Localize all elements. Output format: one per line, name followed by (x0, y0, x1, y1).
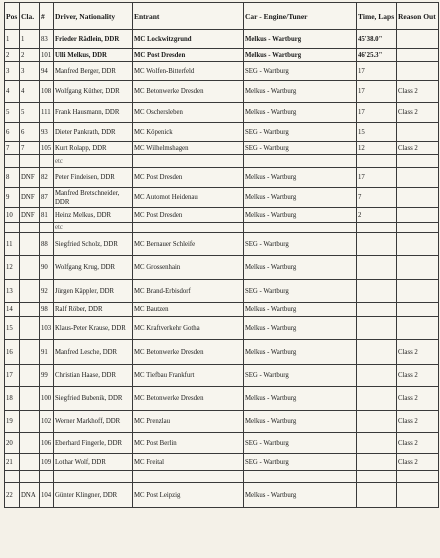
cell-car (244, 471, 357, 483)
cell-number: 92 (40, 280, 54, 303)
cell-pos: 3 (5, 62, 20, 81)
cell-number: 94 (40, 62, 54, 81)
cell-class: 4 (20, 81, 40, 103)
cell-class (20, 233, 40, 256)
cell-pos: 12 (5, 256, 20, 280)
cell-number: 109 (40, 454, 54, 471)
table-row (5, 454, 439, 471)
table-row (5, 188, 439, 208)
cell-time (357, 471, 397, 483)
cell-pos: 20 (5, 433, 20, 454)
cell-driver: etc (54, 155, 133, 168)
cell-number: 100 (40, 387, 54, 411)
cell-car: Melkus - Wartburg (244, 317, 357, 340)
cell-class (20, 256, 40, 280)
cell-number: 105 (40, 142, 54, 155)
table-row (5, 433, 439, 454)
cell-pos (5, 155, 20, 168)
cell-car: Melkus - Wartburg (244, 208, 357, 223)
table-row (5, 411, 439, 433)
cell-car: Melkus - Wartburg (244, 340, 357, 365)
cell-class: DNA (20, 483, 40, 508)
table-row (5, 155, 439, 168)
table-row (5, 142, 439, 155)
cell-driver: Peter Findeisen, DDR (54, 168, 133, 188)
cell-reason (397, 303, 439, 317)
cell-car: Melkus - Wartburg (244, 188, 357, 208)
cell-entrant: MC Lockwitzgrund (133, 30, 244, 49)
cell-entrant: MC Post Dresden (133, 168, 244, 188)
cell-car: SEG - Wartburg (244, 123, 357, 142)
cell-pos: 13 (5, 280, 20, 303)
results-table (4, 2, 439, 508)
cell-driver: etc (54, 223, 133, 233)
table-row (5, 387, 439, 411)
cell-pos: 4 (5, 81, 20, 103)
cell-entrant: MC Tiefbau Frankfurt (133, 365, 244, 387)
col-header-time: Time, Laps (357, 3, 397, 30)
cell-time: 17 (357, 62, 397, 81)
cell-number: 82 (40, 168, 54, 188)
cell-driver: Werner Markhoff, DDR (54, 411, 133, 433)
table-row (5, 365, 439, 387)
cell-time: 2 (357, 208, 397, 223)
cell-driver: Frank Hausmann, DDR (54, 103, 133, 123)
cell-reason: Class 2 (397, 340, 439, 365)
cell-number (40, 471, 54, 483)
cell-time (357, 233, 397, 256)
cell-reason: Class 2 (397, 103, 439, 123)
header-row (5, 3, 439, 30)
cell-time (357, 256, 397, 280)
cell-reason: Class 2 (397, 433, 439, 454)
cell-class (20, 411, 40, 433)
cell-class (20, 223, 40, 233)
col-header-reason: Reason Out (397, 3, 439, 30)
cell-class (20, 303, 40, 317)
cell-class: DNF (20, 188, 40, 208)
cell-driver: Dieter Pankrath, DDR (54, 123, 133, 142)
cell-driver: Wolfgang Krug, DDR (54, 256, 133, 280)
cell-class: 5 (20, 103, 40, 123)
cell-entrant: MC Automot Heidenau (133, 188, 244, 208)
cell-number: 91 (40, 340, 54, 365)
cell-reason (397, 188, 439, 208)
cell-entrant: MC Köpenick (133, 123, 244, 142)
cell-driver: Christian Haase, DDR (54, 365, 133, 387)
cell-class: 3 (20, 62, 40, 81)
table-row (5, 256, 439, 280)
cell-number: 103 (40, 317, 54, 340)
cell-entrant: MC Bernauer Schleife (133, 233, 244, 256)
cell-car: SEG - Wartburg (244, 62, 357, 81)
cell-entrant (133, 223, 244, 233)
cell-class (20, 433, 40, 454)
cell-driver: Eberhard Fingerle, DDR (54, 433, 133, 454)
table-row (5, 62, 439, 81)
cell-pos: 14 (5, 303, 20, 317)
cell-entrant: MC Wilhelmshagen (133, 142, 244, 155)
cell-reason (397, 155, 439, 168)
cell-entrant: MC Post Leipzig (133, 483, 244, 508)
cell-reason: Class 2 (397, 81, 439, 103)
cell-entrant: MC Betonwerke Dresden (133, 340, 244, 365)
cell-reason: Class 2 (397, 365, 439, 387)
cell-driver: Manfred Berger, DDR (54, 62, 133, 81)
table-row (5, 280, 439, 303)
cell-car: Melkus - Wartburg (244, 168, 357, 188)
cell-number: 87 (40, 188, 54, 208)
table-row (5, 123, 439, 142)
cell-number: 108 (40, 81, 54, 103)
cell-entrant: MC Wolfen-Bitterfeld (133, 62, 244, 81)
cell-number: 102 (40, 411, 54, 433)
cell-driver: Manfred Lesche, DDR (54, 340, 133, 365)
cell-time: 17 (357, 81, 397, 103)
cell-driver: Manfred Bretschneider, DDR (54, 188, 133, 208)
cell-car: SEG - Wartburg (244, 280, 357, 303)
cell-time: 17 (357, 103, 397, 123)
cell-number: 104 (40, 483, 54, 508)
cell-car: Melkus - Wartburg (244, 103, 357, 123)
cell-entrant: MC Grossenhain (133, 256, 244, 280)
cell-driver: Siegfried Bubenik, DDR (54, 387, 133, 411)
cell-car: Melkus - Wartburg (244, 256, 357, 280)
cell-reason (397, 49, 439, 62)
cell-car: SEG - Wartburg (244, 433, 357, 454)
cell-driver: Ulli Melkus, DDR (54, 49, 133, 62)
cell-class (20, 454, 40, 471)
cell-reason (397, 256, 439, 280)
cell-car: SEG - Wartburg (244, 454, 357, 471)
cell-car: SEG - Wartburg (244, 142, 357, 155)
cell-pos: 7 (5, 142, 20, 155)
cell-number (40, 223, 54, 233)
cell-driver: Kurt Rolapp, DDR (54, 142, 133, 155)
cell-reason (397, 62, 439, 81)
cell-entrant: MC Kraftverkehr Gotha (133, 317, 244, 340)
cell-time: 12 (357, 142, 397, 155)
table-row (5, 49, 439, 62)
cell-reason (397, 233, 439, 256)
cell-pos: 5 (5, 103, 20, 123)
cell-car: SEG - Wartburg (244, 365, 357, 387)
table-row (5, 81, 439, 103)
cell-driver: Jürgen Käppler, DDR (54, 280, 133, 303)
cell-car: Melkus - Wartburg (244, 81, 357, 103)
table-row (5, 103, 439, 123)
cell-number: 81 (40, 208, 54, 223)
cell-time (357, 411, 397, 433)
cell-pos: 9 (5, 188, 20, 208)
cell-entrant: MC Post Dresden (133, 208, 244, 223)
table-row (5, 483, 439, 508)
cell-number: 111 (40, 103, 54, 123)
cell-class (20, 471, 40, 483)
cell-car: Melkus - Wartburg (244, 30, 357, 49)
cell-reason (397, 123, 439, 142)
cell-reason (397, 280, 439, 303)
cell-number: 93 (40, 123, 54, 142)
cell-entrant: MC Prenzlau (133, 411, 244, 433)
cell-time (357, 433, 397, 454)
cell-pos: 22 (5, 483, 20, 508)
cell-car: Melkus - Wartburg (244, 303, 357, 317)
cell-pos: 15 (5, 317, 20, 340)
cell-reason (397, 471, 439, 483)
cell-car (244, 155, 357, 168)
cell-entrant: MC Brand-Erbisdorf (133, 280, 244, 303)
cell-class (20, 317, 40, 340)
cell-entrant: MC Freital (133, 454, 244, 471)
cell-number: 101 (40, 49, 54, 62)
cell-car: Melkus - Wartburg (244, 387, 357, 411)
cell-time: 15 (357, 123, 397, 142)
cell-driver: Heinz Melkus, DDR (54, 208, 133, 223)
cell-reason: Class 2 (397, 454, 439, 471)
col-header-number: # (40, 3, 54, 30)
cell-driver: Siegfried Scholz, DDR (54, 233, 133, 256)
col-header-entrant: Entrant (133, 3, 244, 30)
cell-time (357, 155, 397, 168)
cell-reason (397, 483, 439, 508)
results-body (5, 30, 439, 508)
cell-class: 6 (20, 123, 40, 142)
cell-class (20, 340, 40, 365)
table-row (5, 168, 439, 188)
cell-class: 2 (20, 49, 40, 62)
col-header-pos: Pos (5, 3, 20, 30)
cell-pos: 11 (5, 233, 20, 256)
table-row (5, 233, 439, 256)
cell-number: 83 (40, 30, 54, 49)
cell-entrant: MC Oschersleben (133, 103, 244, 123)
cell-time (357, 340, 397, 365)
table-row (5, 340, 439, 365)
cell-time (357, 483, 397, 508)
cell-pos (5, 471, 20, 483)
cell-entrant: MC Bautzen (133, 303, 244, 317)
cell-time (357, 280, 397, 303)
table-row (5, 30, 439, 49)
cell-entrant: MC Post Berlin (133, 433, 244, 454)
cell-driver: Klaus-Peter Krause, DDR (54, 317, 133, 340)
cell-pos: 19 (5, 411, 20, 433)
cell-pos: 16 (5, 340, 20, 365)
cell-entrant: MC Betonwerke Dresden (133, 81, 244, 103)
cell-reason (397, 30, 439, 49)
table-row (5, 223, 439, 233)
cell-time (357, 223, 397, 233)
cell-time: 46'25.3" (357, 49, 397, 62)
cell-pos: 17 (5, 365, 20, 387)
cell-driver: Wolfgang Küther, DDR (54, 81, 133, 103)
cell-time (357, 317, 397, 340)
cell-class (20, 365, 40, 387)
cell-pos: 10 (5, 208, 20, 223)
cell-time (357, 387, 397, 411)
col-header-class: Cla. (20, 3, 40, 30)
cell-pos: 1 (5, 30, 20, 49)
cell-car (244, 223, 357, 233)
cell-car: Melkus - Wartburg (244, 49, 357, 62)
cell-time: 17 (357, 168, 397, 188)
cell-car: Melkus - Wartburg (244, 483, 357, 508)
cell-entrant (133, 471, 244, 483)
table-row (5, 471, 439, 483)
cell-driver (54, 471, 133, 483)
cell-driver: Ralf Röber, DDR (54, 303, 133, 317)
cell-number: 98 (40, 303, 54, 317)
cell-reason (397, 168, 439, 188)
cell-car: Melkus - Wartburg (244, 411, 357, 433)
cell-pos: 18 (5, 387, 20, 411)
cell-pos: 21 (5, 454, 20, 471)
cell-reason (397, 317, 439, 340)
table-row (5, 303, 439, 317)
cell-number: 90 (40, 256, 54, 280)
cell-reason: Class 2 (397, 411, 439, 433)
table-row (5, 208, 439, 223)
cell-time (357, 365, 397, 387)
cell-number: 99 (40, 365, 54, 387)
cell-number: 106 (40, 433, 54, 454)
col-header-car: Car - Engine/Tuner (244, 3, 357, 30)
cell-class (20, 155, 40, 168)
cell-time (357, 303, 397, 317)
cell-time: 45'38.0" (357, 30, 397, 49)
cell-class (20, 280, 40, 303)
cell-number: 88 (40, 233, 54, 256)
cell-class: 1 (20, 30, 40, 49)
col-header-driver: Driver, Nationality (54, 3, 133, 30)
cell-entrant: MC Betonwerke Dresden (133, 387, 244, 411)
cell-class (20, 387, 40, 411)
cell-driver: Günter Klingner, DDR (54, 483, 133, 508)
cell-driver: Lothar Wolf, DDR (54, 454, 133, 471)
cell-reason: Class 2 (397, 142, 439, 155)
cell-class: 7 (20, 142, 40, 155)
cell-time (357, 454, 397, 471)
cell-reason: Class 2 (397, 387, 439, 411)
cell-pos: 2 (5, 49, 20, 62)
cell-number (40, 155, 54, 168)
cell-pos (5, 223, 20, 233)
cell-entrant (133, 155, 244, 168)
table-row (5, 317, 439, 340)
cell-reason (397, 208, 439, 223)
cell-pos: 6 (5, 123, 20, 142)
cell-class: DNF (20, 168, 40, 188)
cell-driver: Frieder Rädlein, DDR (54, 30, 133, 49)
cell-time: 7 (357, 188, 397, 208)
cell-pos: 8 (5, 168, 20, 188)
cell-car: SEG - Wartburg (244, 233, 357, 256)
cell-entrant: MC Post Dresden (133, 49, 244, 62)
cell-class: DNF (20, 208, 40, 223)
cell-reason (397, 223, 439, 233)
